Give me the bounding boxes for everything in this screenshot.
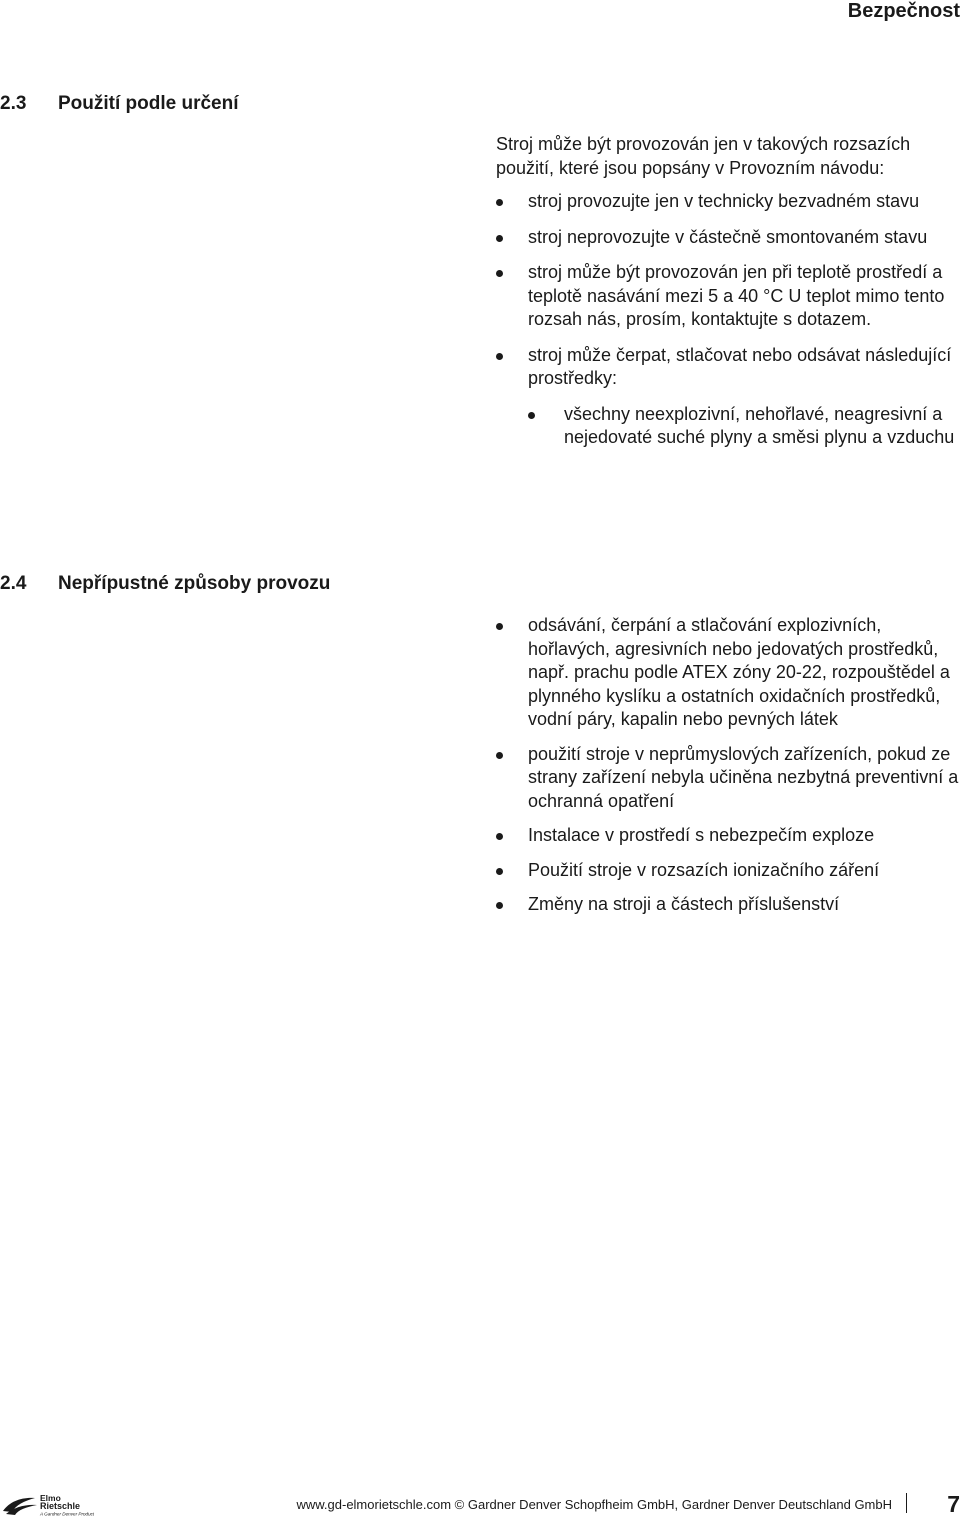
list-item bbox=[496, 824, 960, 848]
bullet-dot-icon bbox=[496, 353, 503, 360]
bullet-list bbox=[496, 190, 960, 450]
section-title: Použití podle určení bbox=[58, 93, 239, 114]
list-item-text: Změny na stroji a částech příslušenství bbox=[528, 894, 840, 914]
footer-copyright: www.gd-elmorietschle.com © Gardner Denver Schopfheim GmbH, Gardner Denver Deutschland GmbH bbox=[296, 1497, 892, 1512]
bullet-dot-icon bbox=[496, 902, 503, 909]
list-item-text: stroj může čerpat, stlačovat nebo odsávat následující prostředky: bbox=[528, 344, 952, 388]
bullet-dot-icon bbox=[496, 752, 503, 759]
list-item bbox=[496, 344, 960, 450]
bullet-dot-icon bbox=[496, 235, 503, 242]
page-number: 7 bbox=[947, 1491, 960, 1517]
logo-line1: Elmo bbox=[40, 1493, 61, 1503]
list-item-text: odsávání, čerpání a stlačování explozivních, hořlavých, agresivních nebo jedovatých prostředků, např. prachu podle ATEX zóny 20-22, rozpouštědel a plynného kyslíku a ostatních oxidačních prostředků, vodní páry, kapalin nebo pevných látek bbox=[528, 615, 950, 729]
section-intro: Stroj může být provozován jen v takových rozsazích použití, které jsou popsány v Provozním návodu: bbox=[496, 134, 911, 178]
list-item-text: stroj provozujte jen v technicky bezvadném stavu bbox=[528, 191, 920, 211]
section-heading-2-4 bbox=[0, 573, 330, 595]
footer-divider bbox=[906, 1493, 907, 1513]
section-heading-2-3 bbox=[0, 93, 239, 115]
section-number: 2.4 bbox=[0, 573, 27, 594]
list-item-text: stroj může být provozován jen při teplotě prostředí a teplotě nasávání mezi 5 a 40 °C U teplot mimo tento rozsah nás, prosím, kontaktujte s dotazem. bbox=[528, 262, 945, 329]
page-header-title: Bezpečnost bbox=[847, 0, 960, 22]
list-item bbox=[496, 859, 960, 883]
bullet-dot-icon bbox=[496, 833, 503, 840]
list-item bbox=[496, 226, 960, 250]
section-body-2-4 bbox=[496, 614, 960, 928]
bullet-list bbox=[496, 614, 960, 917]
bullet-dot-icon bbox=[496, 868, 503, 875]
sub-bullet-list bbox=[528, 403, 960, 450]
list-item-text: Instalace v prostředí s nebezpečím exploze bbox=[528, 825, 875, 845]
list-item-text: použití stroje v neprůmyslových zařízeních, pokud ze strany zařízení nebyla učiněna nezbytná preventivní a ochranná opatření bbox=[528, 743, 959, 811]
list-item-text: stroj neprovozujte v částečně smontovaném stavu bbox=[528, 226, 928, 247]
logo-line2: Rietschle bbox=[40, 1501, 81, 1511]
list-item-text: Použití stroje v rozsazích ionizačního záření bbox=[528, 859, 880, 880]
bullet-dot-icon bbox=[528, 412, 535, 419]
list-item bbox=[496, 614, 960, 732]
section-number: 2.3 bbox=[0, 93, 27, 114]
bullet-dot-icon bbox=[496, 623, 503, 630]
list-item bbox=[496, 261, 960, 332]
elmo-rietschle-logo bbox=[2, 1493, 94, 1517]
sub-list-item-text: všechny neexplozivní, nehořlavé, neagresivní a nejedovaté suché plyny a směsi plynu a vzduchu bbox=[564, 403, 955, 447]
section-title: Nepřípustné způsoby provozu bbox=[58, 573, 331, 594]
list-item bbox=[496, 190, 960, 214]
logo-tagline: A Gardner Denver Product bbox=[40, 1511, 94, 1517]
bullet-dot-icon bbox=[496, 270, 503, 277]
section-body-2-3 bbox=[496, 133, 960, 462]
list-item bbox=[496, 893, 960, 917]
list-item bbox=[496, 743, 960, 814]
bullet-dot-icon bbox=[496, 199, 503, 206]
sub-list-item bbox=[528, 403, 960, 450]
